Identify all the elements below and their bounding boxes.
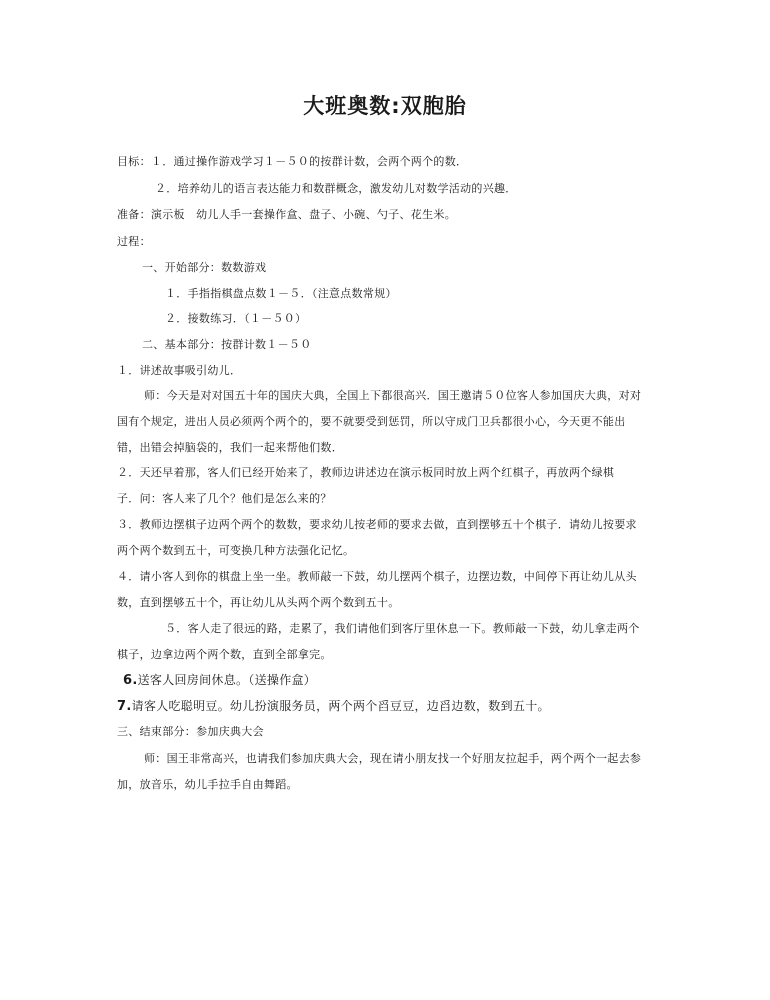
step-3-line-1: ３．教师边摆棋子边两个两个的数数，要求幼儿按老师的要求去做，直到摆够五十个棋子．请幼儿按要求 — [117, 518, 637, 531]
step-6-line — [123, 673, 316, 688]
section-1-heading: 一、开始部分：数数游戏 — [142, 261, 267, 274]
process-heading: 过程： — [117, 235, 151, 248]
step-3-line-2: 两个两个数到五十，可变换几种方法强化记忆。 — [117, 544, 355, 557]
step-4-line-1: ４．请小客人到你的棋盘上坐一坐。教师敲一下鼓，幼儿摆两个棋子，边摆边数，中间停下再让幼儿从头 — [117, 570, 637, 583]
section-2-heading: 二、基本部分：按群计数１－５０ — [142, 338, 312, 351]
step-7-number: 7. — [117, 699, 132, 714]
section-1-item-1: １．手指指棋盘点数１－５．（注意点数常规） — [165, 287, 397, 300]
document-title: 大班奥数:双胞胎 — [303, 94, 467, 118]
step-2-line-2: 子．问：客人来了几个？他们是怎么来的？ — [117, 492, 332, 505]
step-7-text: 请客人吃聪明豆。幼儿扮演服务员，两个两个舀豆豆，边舀边数，数到五十。 — [131, 699, 550, 713]
preparation-line: 准备：演示板 幼儿人手一套操作盒、盘子、小碗、勺子、花生米。 — [117, 208, 456, 221]
goal-line-1: 目标：１．通过操作游戏学习１－５０的按群计数，会两个两个的数． — [117, 155, 468, 168]
step-6-number: 6. — [123, 673, 138, 688]
story-line-1: 师：今天是对对国五十年的国庆大典，全国上下都很高兴．国王邀请５０位客人参加国庆大典，对对 — [144, 389, 642, 402]
step-5-line-2: 棋子，边拿边两个两个数，直到全部拿完。 — [117, 648, 332, 661]
step-6-text: 送客人回房间休息。（送操作盒） — [137, 673, 317, 687]
step-2-line-1: ２．天还早着那，客人们已经开始来了，教师边讲述边在演示板同时放上两个红棋子，再放两个绿棋 — [117, 466, 615, 479]
step-5-line-1: ５．客人走了很远的路，走累了，我们请他们到客厅里休息一下。教师敲一下鼓，幼儿拿走两个 — [165, 622, 640, 635]
ending-line-1: 师：国王非常高兴，也请我们参加庆典大会，现在请小朋友找一个好朋友拉起手，两个两个一起去参 — [144, 752, 642, 765]
story-line-3: 错，出错会掉脑袋的，我们一起来帮他们数． — [117, 441, 343, 454]
step-4-line-2: 数，直到摆够五十个，再让幼儿从头两个两个数到五十。 — [117, 596, 400, 609]
step-7-line — [117, 699, 550, 714]
goal-line-2: ２．培养幼儿的语言表达能力和数群概念，激发幼儿对数学活动的兴趣． — [155, 182, 517, 195]
section-1-item-2: ２．接数练习．（１－５０） — [165, 312, 307, 325]
section-3-heading: 三、结束部分：参加庆典大会 — [117, 725, 264, 738]
story-line-2: 国有个规定，进出人员必须两个两个的，要不就要受到惩罚，所以守成门卫兵都很小心，今天更不能出 — [117, 415, 626, 428]
step-1-line: １．讲述故事吸引幼儿． — [117, 364, 242, 377]
ending-line-2: 加，放音乐，幼儿手拉手自由舞蹈。 — [117, 778, 298, 791]
